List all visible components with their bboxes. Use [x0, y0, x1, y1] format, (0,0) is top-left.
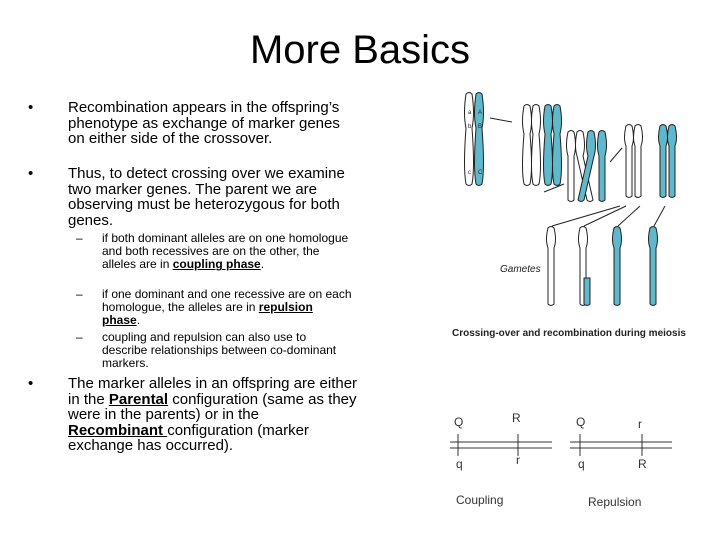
term-repulsion-phase: repulsion phase	[102, 300, 313, 328]
figure-caption: Crossing-over and recombination during meiosis	[452, 328, 686, 339]
meiosis-figure	[440, 88, 715, 350]
sub-bullet-text: coupling and repulsion can also use to describe relationships between co-dominant markers.	[102, 330, 337, 371]
sub-bullet-text-part: if one dominant and one recessive are on each homologue, the alleles are in	[102, 287, 352, 315]
sub-bullet-text	[102, 288, 352, 328]
slide-title: More Basics	[249, 28, 471, 72]
repulsion-label: Repulsion	[588, 495, 642, 509]
chromatid	[598, 131, 607, 202]
allele-label: C	[478, 170, 483, 176]
bullet-text	[68, 376, 358, 454]
term-coupling-phase: coupling phase	[172, 257, 261, 272]
gamete-chromatid	[584, 278, 590, 306]
coupling-label: Coupling	[456, 493, 504, 507]
term-recombinant: Recombinant	[68, 421, 168, 439]
chromatid	[553, 105, 562, 186]
allele-label: a	[468, 110, 472, 116]
sub-bullet-marker: –	[76, 231, 83, 245]
gamete-chromatid	[613, 227, 622, 306]
sub-bullet-text-part: if both dominant alleles are on one homologue and both recessives are on the other, the alleles are in	[102, 231, 349, 272]
sub-bullet-text-part: .	[136, 313, 141, 328]
sub-bullet-marker: –	[76, 330, 83, 344]
coupling-top-left: Q	[454, 415, 464, 429]
arrow	[618, 206, 640, 226]
bullet-text: Recombination appears in the offspring’s phenotype as exchange of marker genes on either side of the crossover.	[68, 99, 340, 148]
repulsion-top-left: Q	[576, 415, 586, 429]
arrow	[552, 206, 620, 226]
sub-bullet-marker: –	[76, 287, 83, 301]
chromatid	[567, 131, 576, 202]
chromatid	[544, 105, 553, 186]
repulsion-bottom-left: q	[578, 457, 585, 471]
allele-label: b	[468, 124, 472, 130]
gamete-chromatid	[547, 227, 556, 306]
arrow	[490, 118, 512, 122]
bullet-text-part: configuration (same as they were in the parents) or in the	[68, 390, 357, 424]
gametes-label: Gametes	[500, 264, 541, 275]
bullet-text: Thus, to detect crossing over we examine two marker genes. The parent we are observing must be heterozygous for both genes.	[68, 165, 345, 229]
phase-diagram	[440, 404, 680, 516]
coupling-bottom-right: r	[516, 453, 520, 467]
chromatid	[523, 105, 532, 186]
arrow	[610, 148, 622, 162]
arrow	[584, 206, 626, 226]
sub-bullet-text	[102, 232, 352, 272]
repulsion-bottom-right: R	[638, 457, 647, 471]
allele-label: B	[478, 124, 483, 130]
bullet-marker: •	[28, 99, 34, 116]
bullet-text-part: The marker alleles in an offspring are either in the	[68, 375, 358, 408]
chromatid	[625, 125, 634, 198]
bullet-marker: •	[28, 165, 34, 182]
chromatid	[668, 125, 677, 198]
chromatid	[532, 105, 541, 186]
term-parental: Parental	[108, 390, 169, 408]
coupling-bottom-left: q	[456, 457, 463, 471]
bullet-text-part: configuration (marker exchange has occurred).	[68, 421, 309, 455]
allele-label: c	[468, 170, 471, 176]
arrow	[654, 206, 665, 226]
chromatid	[659, 125, 668, 198]
repulsion-top-right: r	[638, 417, 642, 431]
coupling-top-right: R	[512, 411, 521, 425]
gamete-chromatid	[649, 227, 658, 306]
bullet-marker: •	[28, 375, 34, 392]
chromatid	[634, 125, 643, 198]
allele-label: A	[478, 110, 483, 116]
sub-bullet-text-part: .	[260, 257, 265, 272]
